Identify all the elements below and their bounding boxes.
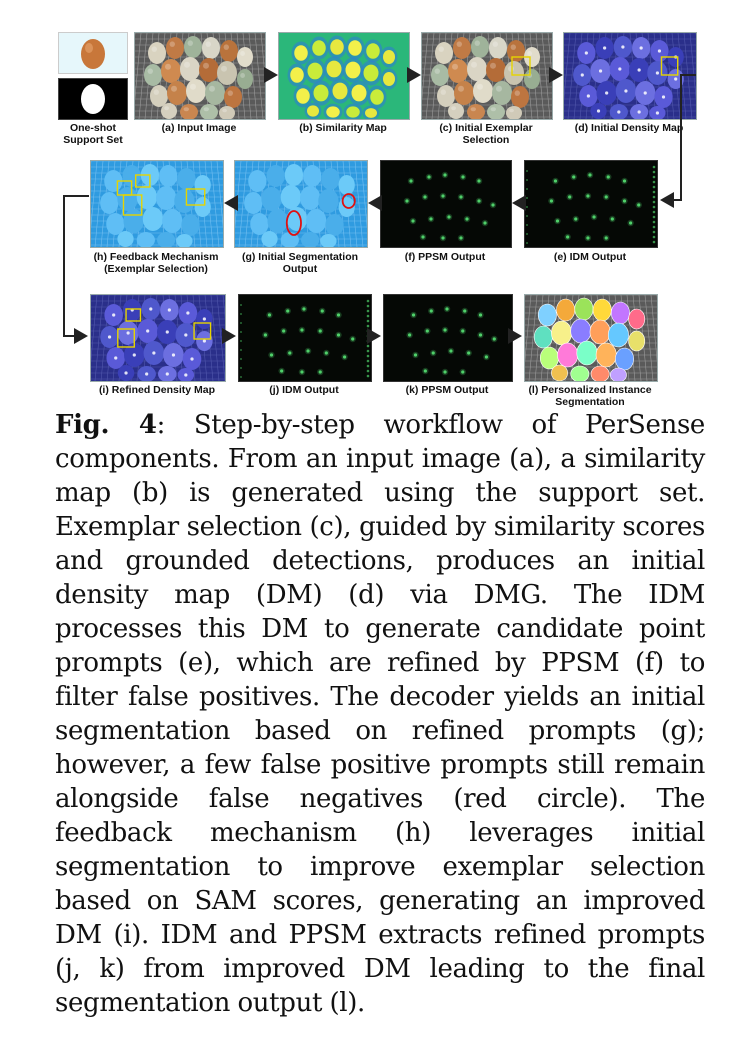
label-b: (b) Similarity Map [299, 122, 387, 134]
arrow-h-i [64, 196, 89, 336]
arrow-d-e [662, 75, 696, 200]
label-j: (j) IDM Output [269, 384, 339, 396]
label-e: (e) IDM Output [553, 251, 627, 263]
label-g: (g) Initial Segmentation Output [241, 251, 359, 275]
workflow-arrows [0, 0, 754, 400]
label-i: (i) Refined Density Map [98, 384, 216, 396]
label-h: (h) Feedback Mechanism (Exemplar Selection) [93, 251, 219, 275]
label-support-set: One-shot Support Set [63, 122, 123, 146]
label-d: (d) Initial Density Map [574, 122, 684, 134]
caption-label: Fig. 4 [55, 410, 157, 440]
label-a: (a) Input Image [161, 122, 237, 134]
label-c: (c) Initial Exemplar Selection [439, 122, 533, 146]
label-f: (f) PPSM Output [404, 251, 486, 263]
caption-text: : Step-by-step workflow of PerSense components. From an input image (a), a similarity map (b) is generated using the support set. Exemplar selection (c), guided by similarity scores and grounded detections, produces an initial density map (DM) (d) via DMG. The IDM processes this DM to generate candidate point prompts (e), which are refined by PPSM (f) to filter false positives. The decoder yields an initial segmentation based on refined prompts (g); however, a few false positive prompts still remain alongside false negatives (red circle). The feedback mechanism (h) leverages initial segmentation to improve exemplar selection based on SAM scores, generating an improved DM (i). IDM and PPSM extracts refined prompts (j, k) from improved DM leading to the final segmentation output (l). [55, 410, 705, 1018]
label-k: (k) PPSM Output [405, 384, 489, 396]
label-l: (l) Personalized Instance Segmentation [528, 384, 652, 408]
figure-caption [55, 408, 705, 1020]
